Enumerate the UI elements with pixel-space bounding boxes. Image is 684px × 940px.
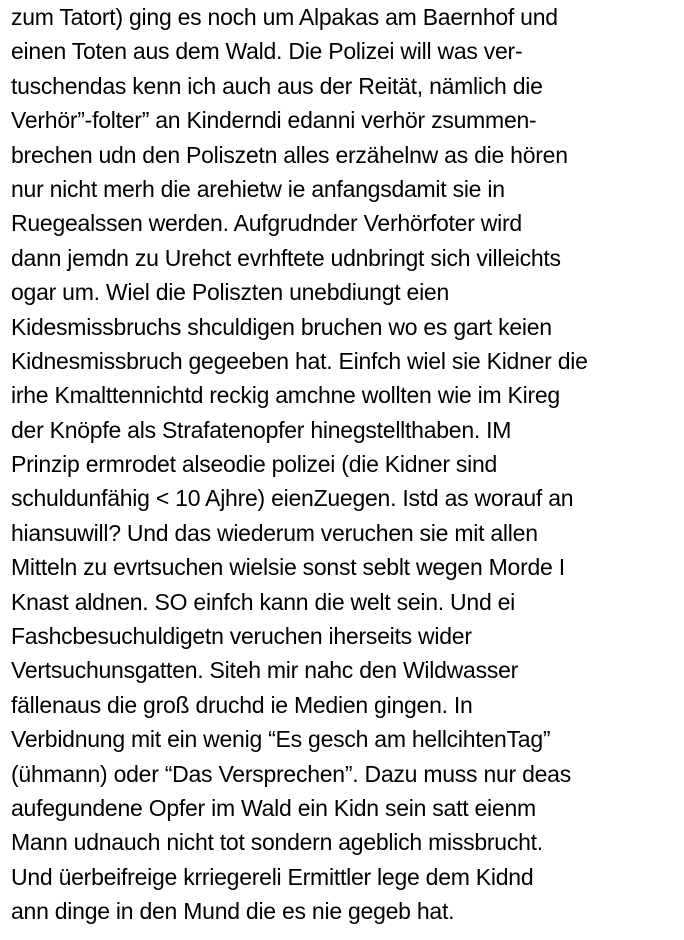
text-line: Vertsuchunsgatten. Siteh mir nahc den Wildwasser [11, 657, 519, 684]
text-line: Und üerbeifreige krriegereli Ermittler lege dem Kidnd [11, 863, 534, 890]
text-line: der Knöpfe als Strafatenopfer hinegstellthaben. IM [11, 416, 512, 443]
text-line: schuldunfähig < 10 Ajhre) eienZuegen. Istd as worauf an [11, 485, 574, 512]
text-line: einen Toten aus dem Wald. Die Polizei will was ver- [11, 38, 523, 65]
text-line: Verbidnung mit ein wenig “Es gesch am hellcihtenTag” [11, 726, 551, 753]
text-line: Prinzip ermrodet alseodie polizei (die Kidner sind [11, 451, 498, 478]
text-line: zum Tatort) ging es noch um Alpakas am Baernhof und [11, 4, 558, 30]
text-line: ann dinge in den Mund die es nie gegeb hat. [11, 898, 455, 925]
text-line: Ruegealssen werden. Aufgrudnder Verhörfoter wird [11, 210, 522, 237]
text-line: Verhör”-folter” an Kinderndi edanni verhör zsummen- [11, 107, 537, 134]
text-line: Kidnesmissbruch gegeeben hat. Einfch wiel sie Kidner die [11, 347, 588, 374]
text-line: tuschendas kenn ich auch aus der Reität, nämlich die [11, 72, 543, 99]
text-line: Kidesmissbruchs shculdigen bruchen wo es gart keien [11, 313, 552, 340]
text-line: hiansuwill? Und das wiederum veruchen sie mit allen [11, 519, 538, 546]
text-line: aufegundene Opfer im Wald ein Kidn sein satt eienm [11, 794, 536, 821]
text-line: nur nicht merh die arehietw ie anfangsdamit sie in [11, 175, 505, 202]
text-line: Fashcbesuchuldigetn veruchen iherseits wider [11, 623, 472, 650]
text-line: brechen udn den Poliszetn alles erzähelnw as die hören [11, 141, 568, 168]
text-line: Mann udnauch nicht tot sondern ageblich missbrucht. [11, 829, 543, 856]
text-line: Mitteln zu evrtsuchen wielsie sonst seblt wegen Morde I [11, 554, 565, 581]
body-text [11, 0, 681, 929]
text-line: ogar um. Wiel die Poliszten unebdiungt eien [11, 279, 450, 306]
text-line: irhe Kmalttennichtd reckig amchne wollten wie im Kireg [11, 382, 560, 409]
text-line: Knast aldnen. SO einfch kann die welt sein. Und ei [11, 588, 516, 615]
text-line: dann jemdn zu Urehct evrhftete udnbringt sich villeichts [11, 244, 561, 271]
text-line: (ühmann) oder “Das Versprechen”. Dazu muss nur deas [11, 760, 571, 787]
text-line: fällenaus die groß druchd ie Medien gingen. In [11, 691, 473, 718]
